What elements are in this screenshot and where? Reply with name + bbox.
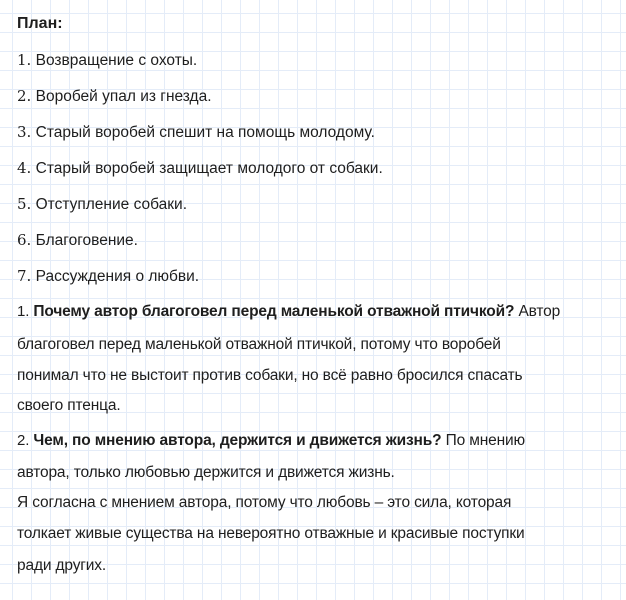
answer-2-first-line — [17, 431, 525, 451]
plan-item-text: Возвращение с охоты. — [31, 52, 198, 69]
plan-item-text: Старый воробей защищает молодого от собаки. — [31, 160, 383, 177]
answer-line: благоговел перед маленькой отважной птичкой, потому что воробей — [17, 336, 501, 353]
plan-item-text: Воробей упал из гнезда. — [31, 88, 212, 105]
plan-item-number: 7. — [17, 267, 32, 285]
plan-item-number: 3. — [17, 123, 32, 141]
plan-item — [17, 86, 212, 107]
conclusion-line: толкает живые существа на невероятно отважные и красивые поступки — [17, 525, 525, 542]
answer-number: 2. — [17, 432, 30, 449]
plan-item — [17, 158, 383, 179]
answer-line: автора, только любовью держится и движется жизнь. — [17, 464, 395, 481]
plan-item-text: Рассуждения о любви. — [31, 268, 200, 285]
plan-item — [17, 230, 138, 251]
plan-item-number: 1. — [17, 51, 32, 69]
answer-number: 1. — [17, 303, 30, 320]
plan-title: План: — [17, 15, 63, 32]
answer-question: Почему автор благоговел перед маленькой отважной птичкой? — [33, 303, 515, 320]
answer-text: По мнению — [441, 432, 525, 449]
plan-item-number: 2. — [17, 87, 32, 105]
answer-line: понимал что не выстоит против собаки, но всё равно бросился спасать — [17, 367, 523, 384]
plan-item-number: 6. — [17, 231, 32, 249]
plan-item — [17, 122, 375, 143]
plan-item-number: 4. — [17, 159, 32, 177]
plan-item — [17, 194, 187, 215]
plan-item — [17, 266, 199, 287]
plan-item-text: Старый воробей спешит на помощь молодому. — [31, 124, 375, 141]
conclusion-line: Я согласна с мнением автора, потому что любовь – это сила, которая — [17, 494, 512, 511]
plan-item-text: Отступление собаки. — [31, 196, 188, 213]
conclusion-line: ради других. — [17, 557, 107, 574]
plan-item-text: Благоговение. — [31, 232, 138, 249]
answer-text: Автор — [514, 303, 561, 320]
answer-line: своего птенца. — [17, 397, 121, 414]
plan-item-number: 5. — [17, 195, 32, 213]
answer-1-first-line — [17, 302, 560, 322]
plan-item — [17, 50, 197, 71]
answer-question: Чем, по мнению автора, держится и движется жизнь? — [33, 432, 442, 449]
